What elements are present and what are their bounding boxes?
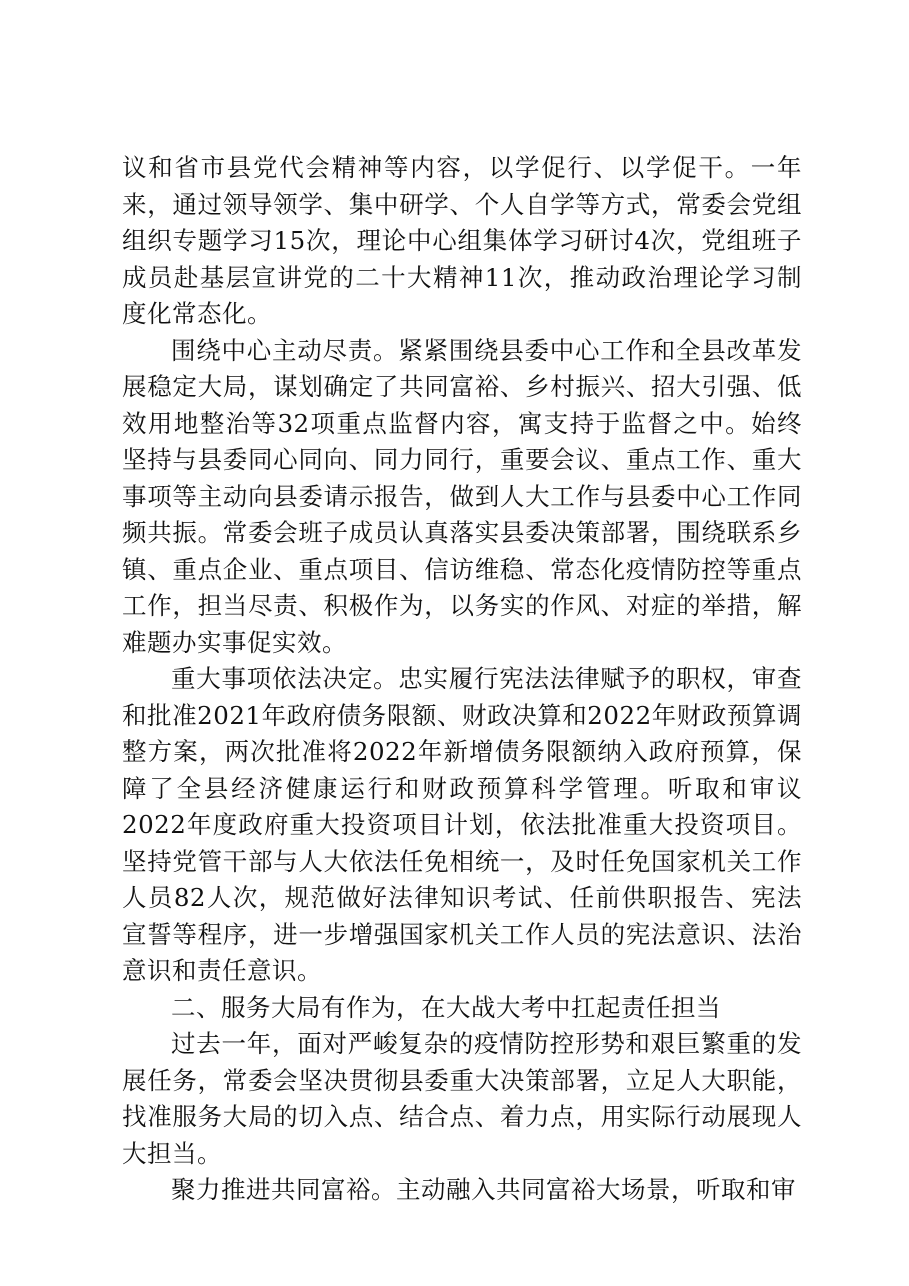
section-heading: 二、服务大局有作为，在大战大考中扛起责任担当 <box>171 992 721 1022</box>
paragraph-common-prosperity: 聚力推进共同富裕。主动融入共同富裕大场景，听取和审 <box>171 1175 796 1204</box>
document-body <box>122 150 802 1209</box>
paragraph-focus-center: 围绕中心主动尽责。紧紧围绕县委中心工作和全县改革发展稳定大局，谋划确定了共同富裕、乡村振兴、招大引强、低效用地整治等32项重点监督内容，寓支持于监督之中。始终坚持与县委同心同向、同力同行，重要会议、重点工作、重大事项等主动向县委请示报告，做到人大工作与县委中心工作同频共振。常委会班子成员认真落实县委决策部署，围绕联系乡镇、重点企业、重点项目、信访维稳、常态化疫情防控等重点工作，担当尽责、积极作为，以务实的作风、对症的举措，解难题办实事促实效。 <box>122 335 802 657</box>
paragraph-major-matters: 重大事项依法决定。忠实履行宪法法律赋予的职权，审查和批准2021年政府债务限额、财政决算和2022年财政预算调整方案，两次批准将2022年新增债务限额纳入政府预算，保障了全县经济健康运行和财政预算科学管理。听取和审议2022年度政府重大投资项目计划，依法批准重大投资项目。坚持党管干部与人大依法任免相统一，及时任免国家机关工作人员82人次，规范做好法律知识考试、任前供职报告、宪法宣誓等程序，进一步增强国家机关工作人员的宪法意识、法治意识和责任意识。 <box>122 664 802 985</box>
paragraph-continued: 议和省市县党代会精神等内容，以学促行、以学促干。一年来，通过领导领学、集中研学、个人自学等方式，常委会党组组织专题学习15次，理论中心组集体学习研讨4次，党组班子成员赴基层宣讲党的二十大精神11次，推动政治理论学习制度化常态化。 <box>122 153 802 328</box>
paragraph-past-year: 过去一年，面对严峻复杂的疫情防控形势和艰巨繁重的发展任务，常委会坚决贯彻县委重大决策部署，立足人大职能，找准服务大局的切入点、结合点、着力点，用实际行动展现人大担当。 <box>122 1029 802 1168</box>
